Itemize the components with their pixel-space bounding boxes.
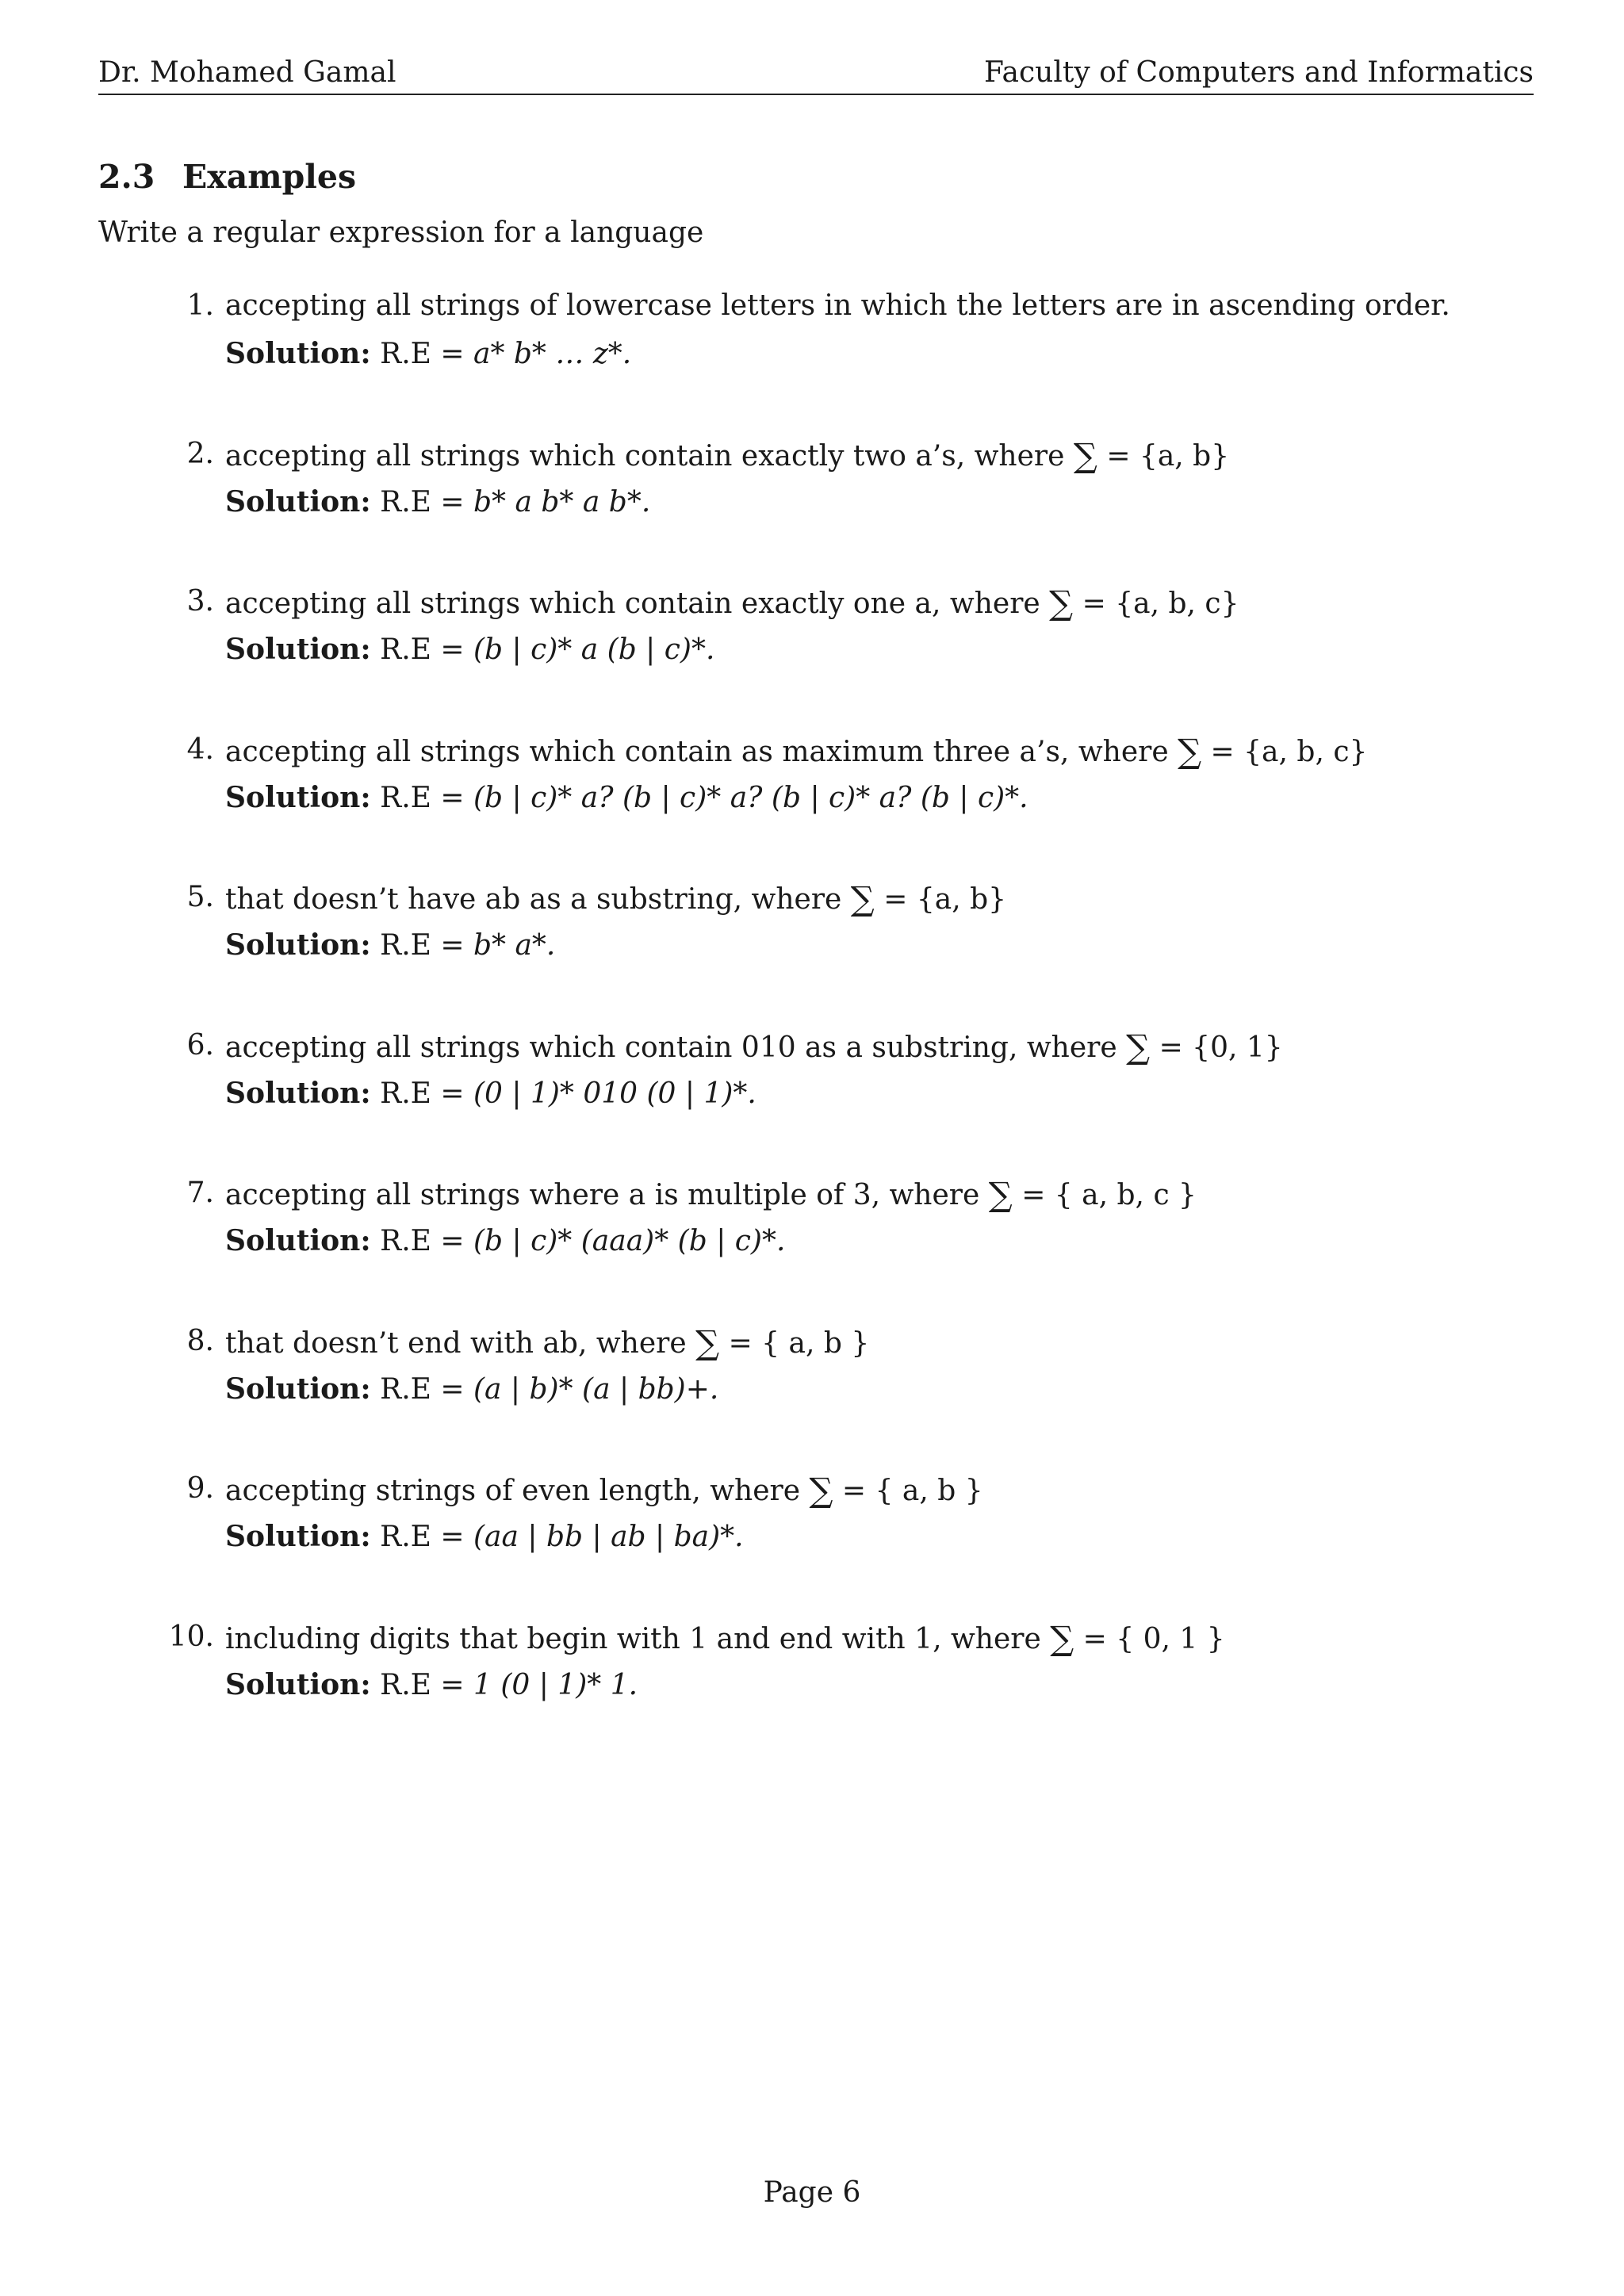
item-solution — [225, 1664, 638, 1706]
re-prefix: R.E = — [380, 1521, 465, 1553]
regex-expression: 1 (0 | 1)* 1. — [473, 1669, 638, 1701]
item-number: 6. — [186, 1029, 214, 1062]
question-text: that doesn’t end with ab, where — [225, 1327, 687, 1360]
regex-expression: b* a b* a b*. — [473, 486, 651, 519]
solution-label: Solution: — [225, 1372, 371, 1406]
question-text: accepting all strings which contain exactly two a’s, where — [225, 440, 1065, 473]
item-solution — [225, 924, 555, 966]
alphabet-set: = { a, b } — [728, 1327, 870, 1360]
solution-label: Solution: — [225, 1668, 371, 1701]
list-item — [0, 1173, 1624, 1276]
item-number: 3. — [186, 585, 214, 618]
regex-expression: a* b* … z*. — [473, 338, 632, 370]
list-item — [0, 285, 1624, 388]
item-question — [225, 434, 1229, 477]
question-text: accepting all strings of lowercase letters in which the letters are in ascending order. — [225, 289, 1450, 322]
solution-label: Solution: — [225, 1077, 371, 1110]
regex-expression: (b | c)* a (b | c)*. — [473, 633, 715, 666]
list-item — [0, 1321, 1624, 1424]
alphabet-set: = {a, b, c} — [1210, 736, 1368, 768]
question-text: that doesn’t have ab as a substring, where — [225, 883, 842, 916]
regex-expression: (b | c)* a? (b | c)* a? (b | c)* a? (b | c)*. — [473, 782, 1028, 814]
solution-label: Solution: — [225, 633, 371, 666]
sigma-symbol: ∑ — [1050, 1619, 1074, 1658]
regex-expression: (b | c)* (aaa)* (b | c)*. — [473, 1225, 786, 1257]
list-item — [0, 1617, 1624, 1720]
alphabet-set: = { a, b, c } — [1021, 1179, 1197, 1211]
solution-label: Solution: — [225, 928, 371, 962]
regex-expression: (0 | 1)* 010 (0 | 1)*. — [473, 1077, 756, 1110]
question-text: accepting all strings where a is multiple of 3, where — [225, 1179, 980, 1211]
solution-label: Solution: — [225, 781, 371, 814]
re-prefix: R.E = — [380, 1225, 465, 1257]
re-prefix: R.E = — [380, 338, 465, 370]
sigma-symbol: ∑ — [809, 1471, 833, 1510]
section-title: Examples — [182, 158, 357, 196]
item-solution — [225, 1220, 785, 1262]
re-prefix: R.E = — [380, 486, 465, 519]
question-text: including digits that begin with 1 and end with 1, where — [225, 1623, 1041, 1655]
item-number: 5. — [186, 881, 214, 913]
alphabet-set: = { 0, 1 } — [1082, 1623, 1225, 1655]
item-question — [225, 1025, 1283, 1069]
solution-label: Solution: — [225, 485, 371, 519]
intro-text: Write a regular expression for a language — [98, 216, 704, 249]
sigma-symbol: ∑ — [1126, 1027, 1151, 1066]
alphabet-set: = {0, 1} — [1159, 1031, 1283, 1064]
list-item — [0, 1025, 1624, 1128]
item-number: 4. — [186, 733, 214, 766]
item-question — [225, 1321, 869, 1364]
re-prefix: R.E = — [380, 1373, 465, 1406]
item-solution — [225, 1368, 718, 1410]
alphabet-set: = { a, b } — [841, 1475, 983, 1507]
item-number: 9. — [186, 1472, 214, 1505]
page-number: Page 6 — [763, 2176, 861, 2209]
alphabet-set: = {a, b} — [883, 883, 1007, 916]
alphabet-set: = {a, b, c} — [1082, 587, 1239, 620]
item-solution — [225, 629, 714, 671]
item-question — [225, 1468, 983, 1512]
header-author: Dr. Mohamed Gamal — [98, 56, 396, 89]
item-number: 7. — [186, 1177, 214, 1209]
re-prefix: R.E = — [380, 782, 465, 814]
regex-expression: (a | b)* (a | bb)+. — [473, 1373, 719, 1406]
item-question — [225, 1617, 1225, 1660]
list-item — [0, 434, 1624, 537]
item-question — [225, 285, 1450, 327]
list-item — [0, 877, 1624, 980]
list-item — [0, 729, 1624, 832]
section-number: 2.3 — [98, 158, 155, 196]
item-question — [225, 877, 1006, 920]
solution-label: Solution: — [225, 1224, 371, 1257]
item-solution — [225, 1073, 756, 1115]
regex-expression: (aa | bb | ab | ba)*. — [473, 1521, 744, 1553]
sigma-symbol: ∑ — [1073, 436, 1097, 475]
re-prefix: R.E = — [380, 929, 465, 962]
item-solution — [225, 777, 1028, 819]
sigma-symbol: ∑ — [850, 879, 875, 918]
section-heading — [98, 155, 356, 199]
item-number: 1. — [186, 289, 214, 322]
question-text: accepting all strings which contain 010 as a substring, where — [225, 1031, 1117, 1064]
question-text: accepting all strings which contain exactly one a, where — [225, 587, 1040, 620]
re-prefix: R.E = — [380, 1669, 465, 1701]
item-solution — [225, 333, 631, 375]
item-number: 10. — [168, 1621, 214, 1653]
list-item — [0, 1468, 1624, 1571]
re-prefix: R.E = — [380, 1077, 465, 1110]
sigma-symbol: ∑ — [1049, 584, 1074, 622]
item-number: 8. — [186, 1325, 214, 1357]
sigma-symbol: ∑ — [695, 1323, 720, 1362]
regex-expression: b* a*. — [473, 929, 556, 962]
sigma-symbol: ∑ — [1178, 732, 1202, 771]
item-question — [225, 581, 1239, 625]
item-solution — [225, 1516, 744, 1558]
alphabet-set: = {a, b} — [1106, 440, 1230, 473]
item-question — [225, 1173, 1197, 1216]
sigma-symbol: ∑ — [988, 1175, 1013, 1214]
question-text: accepting strings of even length, where — [225, 1475, 801, 1507]
header-faculty: Faculty of Computers and Informatics — [984, 56, 1534, 89]
item-number: 2. — [186, 438, 214, 470]
question-text: accepting all strings which contain as maximum three a’s, where — [225, 736, 1169, 768]
item-solution — [225, 481, 650, 523]
re-prefix: R.E = — [380, 633, 465, 666]
item-question — [225, 729, 1367, 773]
list-item — [0, 581, 1624, 684]
running-header — [98, 52, 1534, 95]
solution-label: Solution: — [225, 337, 371, 370]
solution-label: Solution: — [225, 1520, 371, 1553]
